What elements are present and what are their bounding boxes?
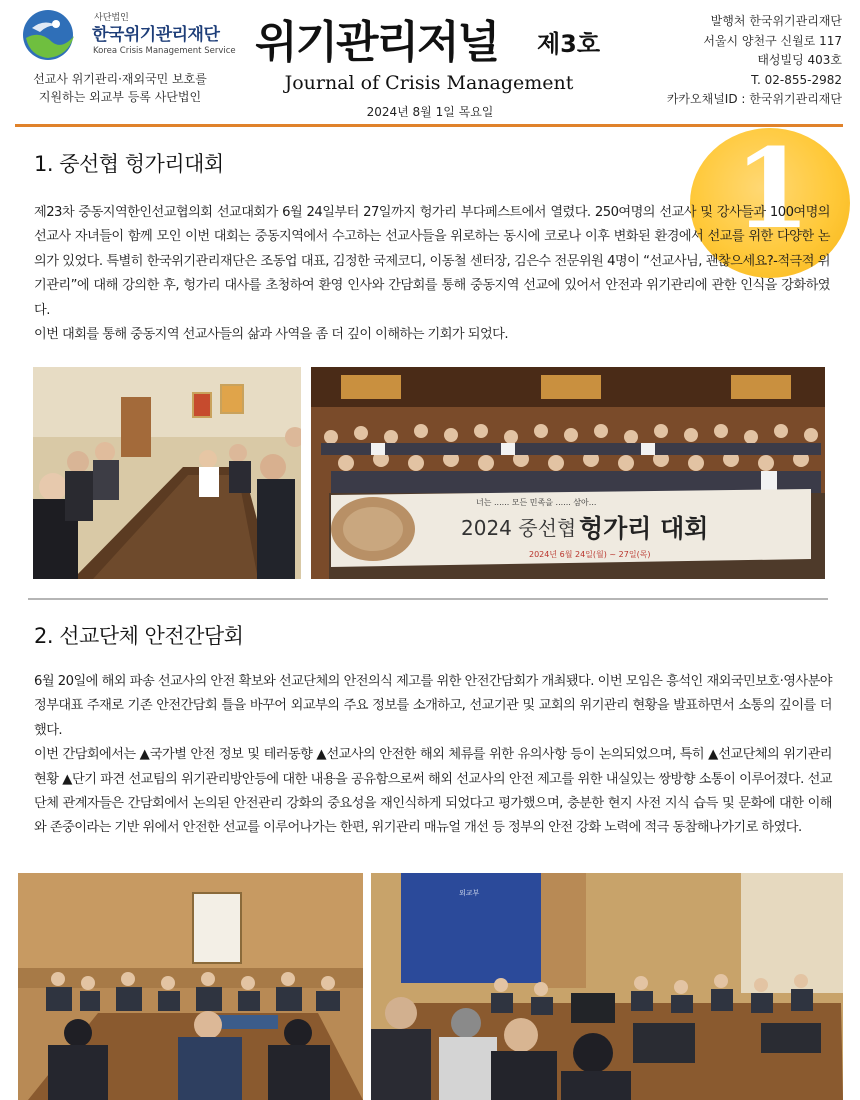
section-2-title: 2. 선교단체 안전간담회 — [34, 624, 244, 648]
publisher-line: T. 02-855-2982 — [751, 72, 842, 87]
publication-date: 2024년 8월 1일 목요일 — [366, 105, 494, 119]
section-divider — [28, 598, 828, 600]
section-1-title: 1. 중선협 헝가리대회 — [34, 152, 224, 176]
badge-number: 1 — [734, 128, 811, 253]
org-type-label: 사단법인 — [94, 13, 129, 23]
org-english-name: Korea Crisis Management Service — [93, 46, 236, 56]
org-description-line: 선교사 위기관리·재외국민 보호를 — [33, 72, 207, 86]
journal-title: 위기관리저널 — [255, 17, 499, 68]
org-description-line: 지원하는 외교부 등록 사단법인 — [38, 90, 202, 104]
paragraph: 제23차 중동지역한인선교협의회 선교대회가 6월 24일부터 27일까지 헝가리 부다페스트에서 열렸다. 250여명의 선교사 및 강사들과 100여명의 선교사 자녀들이 함께 모인 이번 대회는 중동지역에서 수고하는 선교사들을 위로하는 동시에 코로나 이후 변화된 환경에서 선교를 위한 다양한 논의가 있었다. 특별히 한국위기관리재단은 조동업 대표, 김정한 국제코디, 이동철 센터장, 김은수 전문위원 4명이 “선교사님, 괜찮으세요?-적극적 위기관리”에 대해 강의한 후, 헝가리 대사를 초청하여 환영 인사와 간담회를 통해 중동지역 선교에 있어서 안전과 위기관리에 관한 인식을 강화하였다. — [34, 205, 830, 318]
photo-safety-meeting-room — [18, 873, 363, 1100]
journal-english-title: Journal of Crisis Management — [284, 72, 574, 94]
header-divider — [15, 124, 843, 127]
publisher-info — [602, 12, 842, 110]
banner-dates: 2024년 6월 24일(월) ~ 27일(목) — [529, 550, 651, 559]
photo-meeting-with-ambassador — [33, 367, 301, 579]
paragraph: 6월 20일에 해외 파송 선교사의 안전 확보와 선교단체의 안전의식 제고를 위한 안전간담회가 개최됐다. 이번 모임은 흥석인 재외국민보호·영사분야 정부대표 주재로 기존 안전간담회 틀을 바꾸어 외교부의 주요 정보를 소개하고, 선교기관 및 교회의 위기관리 현황을 발표하면서 소통의 깊이를 더했다. — [34, 674, 832, 738]
section-2-body — [34, 670, 832, 841]
org-name: 한국위기관리재단 — [92, 25, 220, 45]
issue-number: 제3호 — [537, 30, 601, 58]
photo-foreign-ministry-meeting — [371, 873, 843, 1100]
publisher-line: 발행처 한국위기관리재단 — [710, 14, 842, 28]
publisher-line: 태성빌딩 403호 — [757, 53, 842, 67]
banner-title-b: 헝가리 대회 — [579, 514, 709, 543]
banner-title-a: 2024 중선협 — [461, 516, 577, 540]
org-description — [20, 70, 220, 106]
foundation-logo — [18, 8, 80, 62]
photo-conference-group — [311, 367, 825, 579]
paragraph: 이번 간담회에서는 ▲국가별 안전 정보 및 테러동향 ▲선교사의 안전한 해외 체류를 위한 유의사항 등이 논의되었으며, 특히 ▲선교단체의 위기관리 현황 ▲단기 파견 선교팀의 위기관리방안등에 대한 내용을 공유함으로써 해외 선교사의 안전 제고를 위한 내실있는 쌍방향 소통이 이루어졌다. 선교단체 관계자들은 간담회에서 논의된 안전관리 강화의 중요성을 재인식하게 되었다고 평가했으며, 충분한 현지 사전 지식 습득 및 문화에 대한 이해와 존중이라는 기반 위에서 안전한 선교를 이루어나가는 한편, 위기관리 매뉴얼 개선 등 정부의 안전 강화 노력에 적극 동참해나가기로 하였다. — [34, 747, 832, 836]
paragraph: 이번 대회를 통해 중동지역 선교사들의 삶과 사역을 좀 더 깊이 이해하는 기회가 되었다. — [34, 327, 508, 343]
publisher-line: 카카오채널ID : 한국위기관리재단 — [666, 92, 842, 106]
section-1-body — [34, 201, 830, 347]
publisher-line: 서울시 양천구 신월로 117 — [703, 33, 842, 48]
room-sign: 외교부 — [459, 889, 480, 897]
banner-subtitle: 너는 ...... 모든 민족을 ...... 삼아... — [476, 498, 597, 507]
